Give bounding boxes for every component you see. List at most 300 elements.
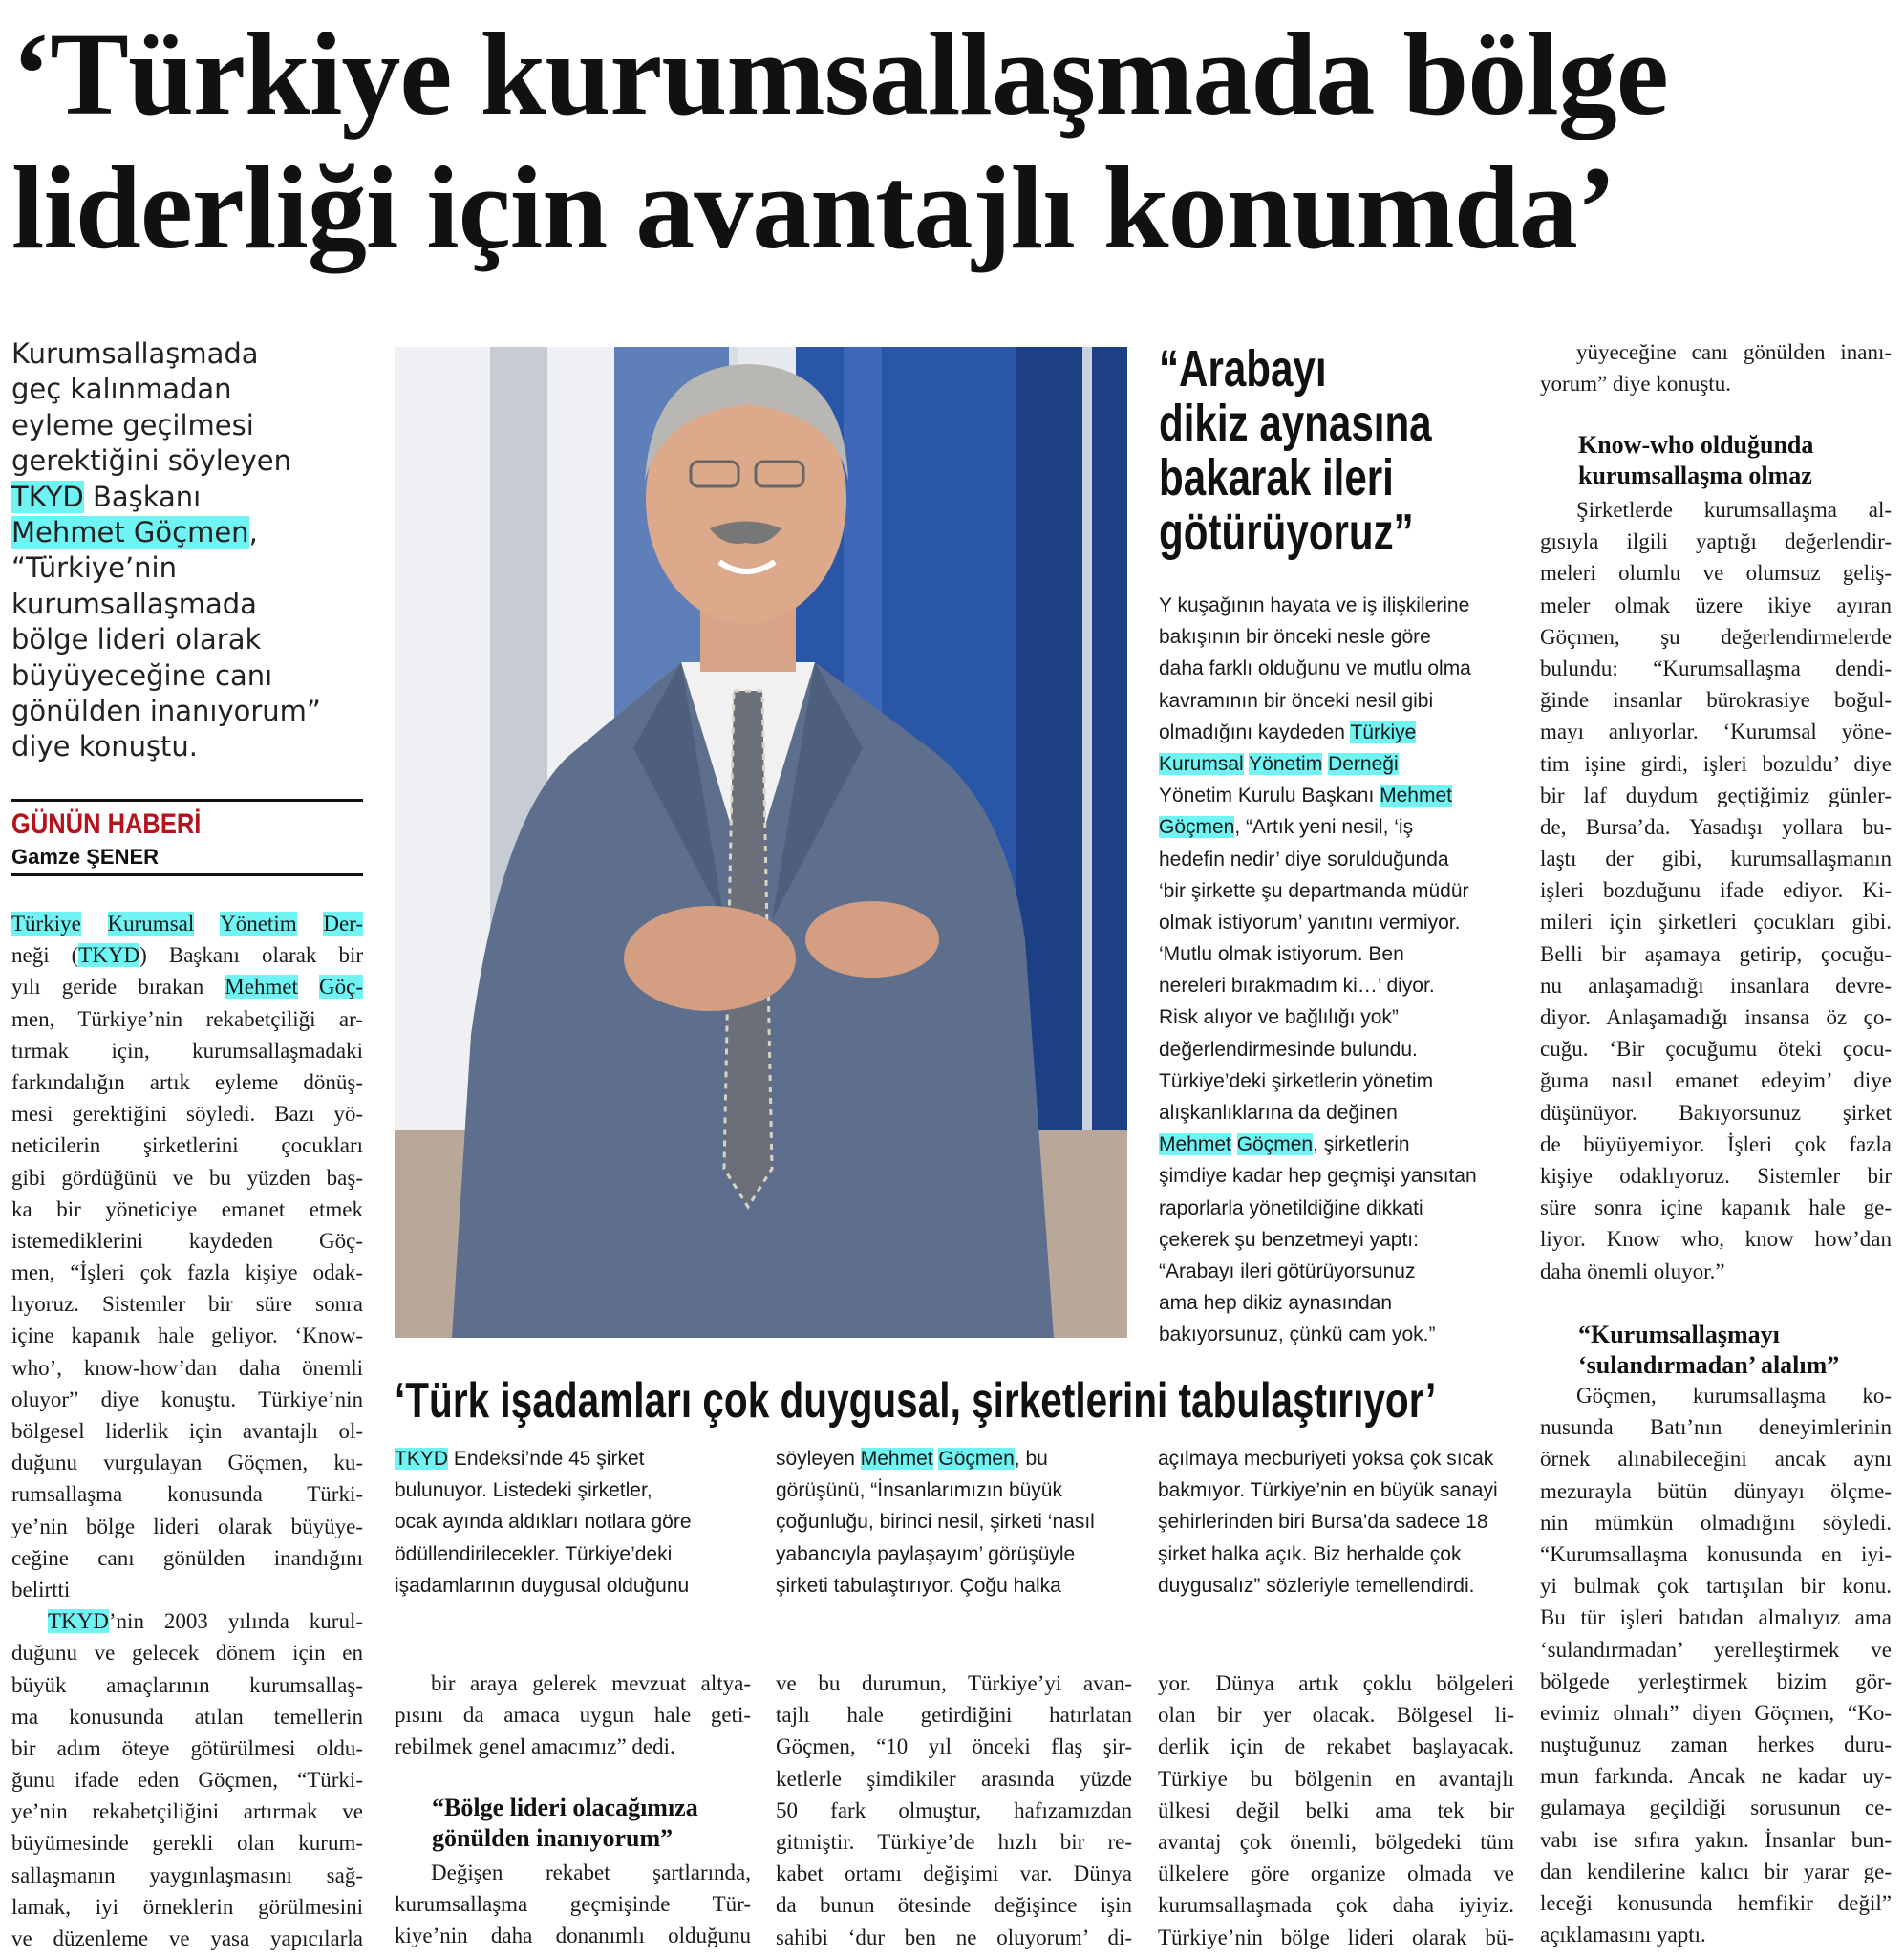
text-line xyxy=(11,1162,363,1194)
text-line xyxy=(1540,1634,1892,1666)
text-segment: şimdiye kadar hep geçmişi yansıtan xyxy=(1159,1165,1477,1188)
text-segment: oluyor” diye konuştu. Türkiye’nin xyxy=(11,1387,363,1411)
text-line xyxy=(1540,621,1892,653)
text-segment: rumsallaşma konusunda Türki- xyxy=(11,1482,363,1507)
text-line xyxy=(11,1701,363,1732)
text-segment: büyümesinde gerekli olan kurum- xyxy=(11,1831,363,1856)
text-segment: olmak istiyorum’ yanıtını vermiyor. xyxy=(1159,911,1461,934)
text-segment: yüyeceğine canı gönülden inanı- xyxy=(1576,340,1892,364)
text-segment: daha önemli oluyor.” xyxy=(1540,1259,1725,1283)
text-line xyxy=(395,1668,751,1699)
text-segment: raporlarla yönetildiğine dikkati xyxy=(1159,1196,1423,1219)
text-line xyxy=(1540,1697,1892,1729)
text-segment: Şirketlerde kurumsallaşma al- xyxy=(1576,498,1892,522)
text-segment: “Kurumsallaşma konusunda en iyi- xyxy=(1540,1541,1892,1566)
subhead-line: gönülden inanıyorum” xyxy=(432,1824,674,1852)
text-line xyxy=(776,1922,1132,1953)
text-segment: meleri olumlu ve olumsuz geliş- xyxy=(1540,561,1892,586)
text-segment xyxy=(194,912,220,936)
text-line xyxy=(1158,1858,1514,1889)
highlighted-text: Derneği xyxy=(1328,752,1399,775)
text-line xyxy=(11,1415,363,1447)
text-line xyxy=(1540,1887,1892,1919)
text-segment: sallaşmanın yaygınlaşmasını sağ- xyxy=(11,1862,363,1887)
highlighted-text: Mehmet xyxy=(1380,785,1452,807)
text-segment: şirketi tabulaştırıyor. Çoğu halka xyxy=(776,1574,1061,1597)
text-line xyxy=(1158,1826,1514,1858)
text-segment: bir adım öteye götürülmesi oldu- xyxy=(11,1735,363,1760)
text-segment: vabı ise sıfıra yakın. İnsanlar bun- xyxy=(1540,1827,1892,1852)
text-segment: farkındalığın artık eyleme dönüş- xyxy=(11,1069,363,1094)
text-segment: men, “İşleri çok fazla kişiye odak- xyxy=(11,1260,363,1285)
text-segment: Değişen rekabet şartlarında, xyxy=(431,1861,751,1884)
text-line xyxy=(11,1891,363,1923)
text-segment: Göçmen, şu değerlendirmelerde xyxy=(1540,624,1892,649)
text-line xyxy=(1540,1223,1892,1255)
text-line xyxy=(1540,1192,1892,1223)
subhead-line: “Kurumsallaşmayı xyxy=(1578,1321,1780,1348)
text-segment: , “Artık yeni nesil, ‘iş xyxy=(1234,816,1414,839)
text-line xyxy=(11,587,365,622)
subhead-line: Know-who olduğunda xyxy=(1578,431,1814,459)
text-segment: dan kendilerine kalıcı bir yarar ge- xyxy=(1540,1859,1892,1883)
text-segment: bulundu: “Kurumsallaşma dendi- xyxy=(1540,656,1892,680)
text-line xyxy=(1159,970,1503,1001)
text-line xyxy=(1540,590,1892,621)
text-line xyxy=(395,1443,758,1474)
text-segment xyxy=(297,912,324,936)
pull-quote-line: bakarak ileri xyxy=(1159,449,1394,506)
text-line xyxy=(395,1506,758,1538)
text-segment: Y kuşağının hayata ve iş ilişkilerine xyxy=(1159,594,1470,616)
text-line xyxy=(1159,907,1503,938)
text-line xyxy=(776,1699,1132,1731)
text-segment: ülkesi değil belki ama tek bir xyxy=(1158,1797,1514,1822)
text-segment: evimiz olmalı” diyen Göçmen, “Ko- xyxy=(1540,1700,1892,1725)
text-line xyxy=(1159,938,1503,970)
text-line xyxy=(1540,1033,1892,1065)
text-line xyxy=(1159,1001,1503,1033)
text-segment: düşünüyor. Bakıyorsunuz şirket xyxy=(1540,1100,1892,1125)
text-segment: diyor. Anlaşamadığı insansa öz ço- xyxy=(1540,1005,1892,1029)
headline-line-2: liderliği için avantajlı konumda’ xyxy=(11,142,1616,273)
text-segment: diye konuştu. xyxy=(11,730,199,764)
text-line xyxy=(11,1225,363,1257)
text-segment: hedefin nedir’ diye sorulduğunda xyxy=(1159,848,1449,871)
text-segment: mun farkında. Ancak ne kadar uy- xyxy=(1540,1764,1892,1789)
text-line xyxy=(1540,1507,1892,1538)
text-line xyxy=(11,1130,363,1161)
text-line xyxy=(11,1384,363,1415)
text-line xyxy=(11,1542,363,1574)
text-segment: ocak ayında aldıkları notlara göre xyxy=(395,1511,692,1534)
text-segment: ve bu durumun, Türkiye’yi avan- xyxy=(776,1671,1132,1695)
text-line xyxy=(776,1889,1132,1921)
text-segment: leceği konusunda hemfikir değil” xyxy=(1540,1891,1892,1915)
text-line xyxy=(11,443,365,479)
text-segment: bölgesel liderlik için avantajlı ol- xyxy=(11,1419,363,1443)
text-line xyxy=(11,1732,363,1764)
text-segment xyxy=(1231,1133,1237,1155)
text-line xyxy=(11,515,365,550)
text-line xyxy=(1540,716,1892,747)
text-line xyxy=(11,1860,363,1891)
text-line xyxy=(11,1764,363,1796)
text-line xyxy=(776,1570,1139,1602)
text-segment: işleri bozduğunu ifade ediyor. Ki- xyxy=(1540,878,1892,903)
text-segment: şehirlerinden biri Bursa’da sadece 18 xyxy=(1158,1511,1488,1534)
text-segment: nereleri bırakmadım ki…’ diyor. xyxy=(1159,975,1435,998)
sub-column-1 xyxy=(395,1443,758,1602)
sub-headline: ‘Türk işadamları çok duygusal, şirketlerini tabulaştırıyor’ xyxy=(395,1373,1437,1429)
text-line xyxy=(11,1605,363,1637)
text-segment: meler olmak üzere ikiye ayıran xyxy=(1540,592,1892,617)
text-line xyxy=(1540,336,1892,368)
text-segment: ğunu ifade eden Göçmen, “Türki- xyxy=(11,1768,363,1793)
text-line xyxy=(11,622,365,657)
text-line xyxy=(1159,1065,1503,1097)
text-line xyxy=(11,480,365,515)
text-segment: yorum” diye konuştu. xyxy=(1540,372,1731,397)
pull-quote-line: dikiz aynasına xyxy=(1159,395,1432,452)
bottom-column-b xyxy=(776,1668,1132,1953)
text-segment: istemediklerini kaydeden Göç- xyxy=(11,1228,363,1253)
subhead-line: kurumsallaşma olmaz xyxy=(1578,462,1812,489)
text-line xyxy=(1159,717,1503,748)
text-line xyxy=(776,1538,1139,1570)
text-line xyxy=(1540,1001,1892,1033)
text-line xyxy=(11,1257,363,1288)
text-segment: alışkanlıklarına da değinen xyxy=(1159,1102,1398,1124)
text-segment: “Arabayı ileri götürüyorsunuz xyxy=(1159,1259,1416,1282)
text-segment: mileri için şirketleri çocukları gibi. xyxy=(1540,910,1892,935)
text-line xyxy=(395,1731,751,1762)
text-line xyxy=(1159,748,1503,780)
text-line xyxy=(1159,1034,1503,1065)
text-line xyxy=(395,1538,758,1570)
text-line xyxy=(776,1731,1132,1762)
subhead-line: “Bölge lideri olacağımıza xyxy=(432,1794,698,1821)
subhead-know-who xyxy=(1578,430,1813,491)
text-line xyxy=(11,971,363,1002)
text-line xyxy=(1540,1160,1892,1192)
text-line xyxy=(1540,843,1892,874)
text-segment: kurumsallaşmada çok daha iyiyiz. xyxy=(1158,1893,1514,1918)
highlighted-text: TKYD xyxy=(48,1609,109,1634)
highlighted-text: Göçmen xyxy=(1159,816,1235,839)
text-segment: ketlerle şimdikiler arasında yüzde xyxy=(776,1766,1132,1791)
text-line xyxy=(1158,1922,1514,1953)
text-segment: ama hep dikiz aynasından xyxy=(1159,1292,1392,1315)
text-line xyxy=(1540,1475,1892,1507)
text-segment: gulamaya geçildiği sorusunun ce- xyxy=(1540,1796,1892,1820)
text-line xyxy=(11,694,365,729)
text-segment: örnek alınabileceğini ancak aynı xyxy=(1540,1447,1892,1472)
text-segment: yabancıyla paylaşayım’ görüşüyle xyxy=(776,1542,1076,1565)
text-segment: de, Bursa’da. Yasadışı yollara bu- xyxy=(1540,814,1892,839)
text-line xyxy=(1159,653,1503,684)
text-segment: gibi gördüğünü ve bu yüzden baş- xyxy=(11,1165,363,1190)
text-segment: Göçmen, kurumsallaşma ko- xyxy=(1576,1384,1892,1408)
highlighted-text: TKYD xyxy=(395,1448,449,1470)
text-line xyxy=(1159,811,1503,843)
text-segment: Bu tür işleri batıdan almalıyız ama xyxy=(1540,1605,1892,1630)
text-segment: neği ( xyxy=(11,943,79,968)
text-line xyxy=(11,1796,363,1827)
text-segment: şirket halka açık. Biz herhalde çok xyxy=(1158,1542,1462,1565)
text-line xyxy=(11,1827,363,1859)
text-segment: liyor. Know who, know how’dan xyxy=(1540,1227,1892,1252)
text-line xyxy=(1540,1824,1892,1856)
text-line xyxy=(11,1320,363,1351)
text-line xyxy=(1540,1792,1892,1823)
portrait-photo-image xyxy=(395,347,1127,1338)
right-column-body-2 xyxy=(1540,1380,1892,1950)
text-segment: mesi gerektiğini söyledi. Bazı yö- xyxy=(11,1102,363,1127)
text-line xyxy=(1540,780,1892,811)
text-segment: görüşünü, “İnsanlarımızın büyük xyxy=(776,1479,1062,1502)
text-segment: yılı geride bırakan xyxy=(11,975,225,1000)
text-line xyxy=(1159,685,1503,717)
pull-quote-line: götürüyoruz” xyxy=(1159,504,1414,561)
text-segment: büyüyeceğine canı xyxy=(11,658,273,692)
text-segment: neticilerin şirketlerini çocukları xyxy=(11,1133,363,1158)
text-line xyxy=(1540,1097,1892,1129)
text-line xyxy=(1540,368,1892,399)
text-segment: Kurumsallaşmada xyxy=(11,337,259,370)
text-line xyxy=(1540,906,1892,937)
text-segment: ‘bir şirkette şu departmanda müdür xyxy=(1159,879,1469,902)
portrait-photo xyxy=(395,347,1127,1338)
text-segment: yi bulmak çok tartışılan bir konu. xyxy=(1540,1574,1892,1599)
text-segment: avantaj çok önemli, bölgedeki tüm xyxy=(1158,1829,1514,1854)
text-line xyxy=(11,1447,363,1478)
text-line xyxy=(1159,780,1503,811)
text-segment: nin mümkün olmadığını söyledi. xyxy=(1540,1510,1892,1535)
text-segment: derlik için de rekabet başlayacak. xyxy=(1158,1734,1514,1759)
bottom-rule xyxy=(11,873,363,876)
text-segment: gönülden inanıyorum” xyxy=(11,694,321,727)
highlighted-text: Mehmet xyxy=(1159,1133,1231,1156)
text-segment: Türkiye’nin bölge lideri olarak bü- xyxy=(1158,1925,1514,1949)
text-line xyxy=(395,1888,751,1920)
highlighted-text: Mehmet Göçmen xyxy=(11,515,249,549)
text-segment: Türkiye’deki şirketlerin yönetim xyxy=(1159,1069,1434,1092)
text-segment: “Türkiye’nin xyxy=(11,551,177,585)
text-line xyxy=(1540,1666,1892,1697)
text-line xyxy=(1540,748,1892,780)
text-line xyxy=(1159,590,1503,621)
text-segment: daha farklı olduğunu ve mutlu olma xyxy=(1159,657,1471,680)
right-column-top xyxy=(1540,336,1892,399)
text-line xyxy=(776,1668,1132,1699)
text-line xyxy=(1540,811,1892,843)
text-line xyxy=(11,908,363,939)
text-line xyxy=(1540,1919,1892,1950)
text-segment: kavramının bir önceki nesil gibi xyxy=(1159,689,1434,712)
text-line xyxy=(1158,1538,1521,1570)
text-segment: lamak, iyi örneklerin görülmesini xyxy=(11,1894,363,1919)
text-segment: laştı der gibi, kurumsallaşmanın xyxy=(1540,847,1892,871)
text-segment: bir laf duydum geçtiğimiz günler- xyxy=(1540,783,1892,807)
text-segment: ülkelere göre organize olmada ve xyxy=(1158,1861,1514,1886)
text-line xyxy=(1159,1256,1503,1287)
text-segment: da bunun ötesinde değişince işin xyxy=(776,1893,1132,1918)
highlighted-text: Mehmet xyxy=(860,1448,933,1470)
text-segment: kişiye odaklıyoruz. Sistemler bir xyxy=(1540,1163,1892,1188)
highlighted-text: Kurumsal xyxy=(107,912,195,936)
top-rule xyxy=(11,799,363,802)
text-line xyxy=(1540,1538,1892,1570)
text-segment: içine kapanık hale geliyor. ‘Know- xyxy=(11,1323,363,1348)
text-segment: açılmaya mecburiyeti yoksa çok sıcak xyxy=(1158,1448,1494,1470)
highlighted-text: Türkiye xyxy=(1350,721,1417,743)
text-segment: Endeksi’nde 45 şirket xyxy=(448,1448,645,1470)
text-line xyxy=(395,1920,751,1951)
left-body-column xyxy=(11,908,363,1954)
text-line xyxy=(11,1098,363,1130)
text-line xyxy=(11,336,365,372)
text-line xyxy=(1540,1380,1892,1411)
text-line xyxy=(395,1474,758,1506)
text-segment: bir araya gelerek mevzuat altya- xyxy=(431,1671,751,1695)
text-line xyxy=(1540,1443,1892,1474)
highlighted-text: TKYD xyxy=(78,943,140,968)
text-line xyxy=(11,658,365,694)
byline: Gamze ŞENER xyxy=(11,845,160,869)
text-line xyxy=(1540,526,1892,557)
text-segment: ye’nin rekabetçiliğini artırmak ve xyxy=(11,1799,363,1824)
sub-column-2 xyxy=(776,1443,1139,1602)
text-line xyxy=(1159,1287,1503,1319)
sub-column-3 xyxy=(1158,1443,1521,1602)
section-label: GÜNÜN HABERİ xyxy=(11,808,202,840)
text-line xyxy=(1158,1889,1514,1921)
text-line xyxy=(1158,1443,1521,1474)
text-line xyxy=(1159,1319,1503,1350)
text-segment: duğunu ve gelecek dönem için en xyxy=(11,1641,363,1666)
text-segment: Risk alıyor ve bağlılığı yok” xyxy=(1159,1006,1399,1029)
text-segment: eyleme geçilmesi xyxy=(11,408,254,441)
text-line xyxy=(1540,1570,1892,1602)
text-segment: ‘Mutlu olmak istiyorum. Ben xyxy=(1159,943,1404,966)
text-segment: çekerek şu benzetmeyi yaptı: xyxy=(1159,1228,1419,1251)
text-segment: kurumsallaşmada xyxy=(11,587,257,620)
text-line xyxy=(11,729,365,764)
text-line xyxy=(1540,1065,1892,1096)
text-segment xyxy=(298,975,319,999)
text-segment: gitmiştir. Türkiye’de hızlı bir re- xyxy=(776,1829,1132,1854)
text-line xyxy=(1159,875,1503,907)
text-line xyxy=(11,550,365,586)
highlighted-text: Göçmen xyxy=(1236,1133,1314,1156)
text-line xyxy=(11,1574,363,1605)
text-line xyxy=(776,1826,1132,1858)
text-line xyxy=(11,1669,363,1701)
text-line xyxy=(11,939,363,971)
text-segment: Başkanı xyxy=(83,480,202,513)
text-line xyxy=(1159,621,1503,653)
text-segment: ) Başkanı olarak bir xyxy=(139,943,363,968)
text-line xyxy=(1540,1760,1892,1792)
highlighted-text: Mehmet xyxy=(225,975,298,1000)
text-segment: bakıyorsunuz, çünkü cam yok.” xyxy=(1159,1323,1436,1346)
text-line xyxy=(1540,557,1892,589)
text-line xyxy=(11,1194,363,1225)
text-segment: bölgede yerleştirmek bizim gör- xyxy=(1540,1668,1892,1693)
text-segment: çoğunluğu, birinci nesil, şirketi ‘nasıl xyxy=(776,1511,1095,1534)
text-segment: ğinde insanlar bürokrasiye boğul- xyxy=(1540,688,1892,713)
highlighted-text: Göçmen xyxy=(938,1448,1015,1470)
text-segment: değerlendirmesinde bulundu. xyxy=(1159,1038,1418,1061)
text-segment: pısını da amaca uygun hale geti- xyxy=(395,1703,751,1728)
highlighted-text: Yönetim xyxy=(1249,752,1323,775)
text-segment: nu anlaşamadığı insanlara devre- xyxy=(1540,973,1892,998)
intro-lede xyxy=(11,336,365,765)
text-line xyxy=(11,1478,363,1510)
text-segment: men, Türkiye’nin rekabetçiliği ar- xyxy=(11,1006,363,1031)
text-segment: kiye’nin daha donanımlı olduğunu xyxy=(395,1924,751,1948)
text-segment: de büyüyemiyor. İşleri çok fazla xyxy=(1540,1131,1892,1156)
highlighted-text: Göç- xyxy=(319,975,363,1000)
text-segment: who’, know-how’dan daha önemli xyxy=(11,1355,363,1380)
text-segment: bakışının bir önceki nesle göre xyxy=(1159,626,1431,649)
text-line xyxy=(11,1637,363,1668)
text-segment: tim işine girdi, işleri bozuldu’ diye xyxy=(1540,751,1892,776)
text-line xyxy=(776,1858,1132,1889)
text-line xyxy=(1158,1763,1514,1795)
text-segment: duğunu vurgulayan Göçmen, ku- xyxy=(11,1451,363,1475)
text-line xyxy=(1159,1193,1503,1224)
bottom-column-c xyxy=(1158,1668,1514,1953)
text-segment: cuğu. ‘Bir çocuğumu öteki çocu- xyxy=(1540,1037,1892,1062)
bottom-column-a-body xyxy=(395,1857,751,1952)
text-segment: açıklamasını yaptı. xyxy=(1540,1923,1706,1947)
text-line xyxy=(1158,1474,1521,1506)
text-line xyxy=(11,1288,363,1320)
text-segment: ğuma nasıl emanet edeyim’ diye xyxy=(1540,1068,1892,1093)
text-line xyxy=(1540,938,1892,970)
text-segment: gerektiğini söyleyen xyxy=(11,444,292,478)
text-line xyxy=(776,1443,1139,1474)
text-segment: Belli bir aşamaya getirip, çocuğu- xyxy=(1540,941,1892,966)
text-segment: ye’nin bölge lideri olarak büyüye- xyxy=(11,1514,363,1538)
text-line xyxy=(1540,1729,1892,1760)
text-line xyxy=(11,1003,363,1035)
text-line xyxy=(1159,844,1503,875)
highlighted-text: Kurumsal xyxy=(1159,752,1244,775)
text-segment: ceğine canı gönülden inandığını xyxy=(11,1545,363,1570)
text-segment: tajlı hale getirdiğini hatırlatan xyxy=(776,1703,1132,1728)
text-line xyxy=(1540,494,1892,526)
text-line xyxy=(776,1763,1132,1795)
highlighted-text: Der- xyxy=(323,912,364,936)
text-segment: olmadığını kaydeden xyxy=(1159,721,1351,743)
text-line xyxy=(776,1795,1132,1826)
text-segment: kabet ortamı değişimi var. Dünya xyxy=(776,1861,1132,1886)
text-segment: söyleyen xyxy=(776,1448,861,1470)
highlighted-text: Yönetim xyxy=(220,912,297,936)
text-line xyxy=(1540,1602,1892,1633)
text-line xyxy=(1540,684,1892,716)
text-line xyxy=(395,1857,751,1888)
text-line xyxy=(395,1570,758,1602)
text-segment: Göçmen, “10 yıl önceki flaş şir- xyxy=(776,1734,1132,1759)
text-segment: Türkiye bu bölgenin en avantajlı xyxy=(1158,1766,1514,1791)
text-segment: bakmıyor. Türkiye’nin en büyük sanayi xyxy=(1158,1479,1498,1502)
text-line xyxy=(776,1474,1139,1506)
text-line xyxy=(1159,1097,1503,1129)
